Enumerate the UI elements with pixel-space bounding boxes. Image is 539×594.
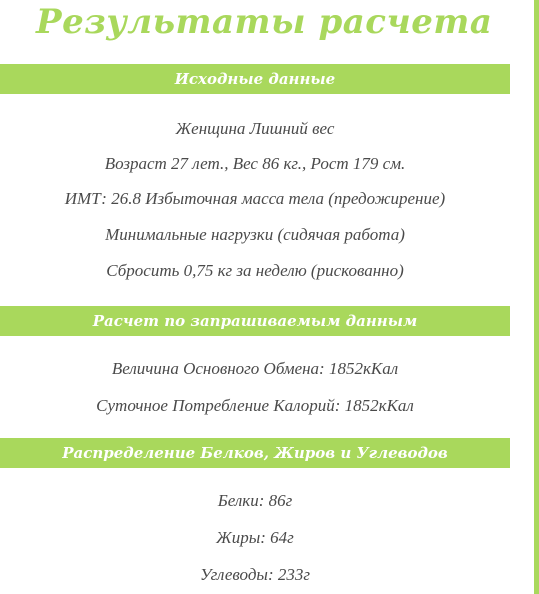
- weight-goal-line: Сбросить 0,75 кг за неделю (рискованно): [106, 261, 404, 280]
- section-header-macronutrients: Распределение Белков, Жиров и Углеводов: [0, 438, 510, 468]
- daily-calorie-intake-line: Суточное Потребление Калорий: 1852кКал: [96, 396, 414, 415]
- section-header-calculation: Расчет по запрашиваемым данным: [0, 306, 510, 336]
- age-weight-height-line: Возраст 27 лет., Вес 86 кг., Рост 179 см.: [104, 154, 406, 173]
- section-header-initial-data: Исходные данные: [0, 64, 510, 94]
- right-border-rule: [534, 0, 539, 594]
- basal-metabolic-rate-line: Величина Основного Обмена: 1852кКал: [111, 359, 399, 378]
- activity-level-line: Минимальные нагрузки (сидячая работа): [105, 225, 405, 244]
- sex-weight-status-line: Женщина Лишний вес: [175, 119, 335, 138]
- bmi-line: ИМТ: 26.8 Избыточная масса тела (предожирение): [64, 189, 446, 208]
- protein-line: Белки: 86г: [217, 491, 293, 510]
- page-title: Результаты расчета: [36, 2, 493, 42]
- fat-line: Жиры: 64г: [216, 528, 294, 547]
- carbohydrates-line: Углеводы: 233г: [200, 565, 310, 584]
